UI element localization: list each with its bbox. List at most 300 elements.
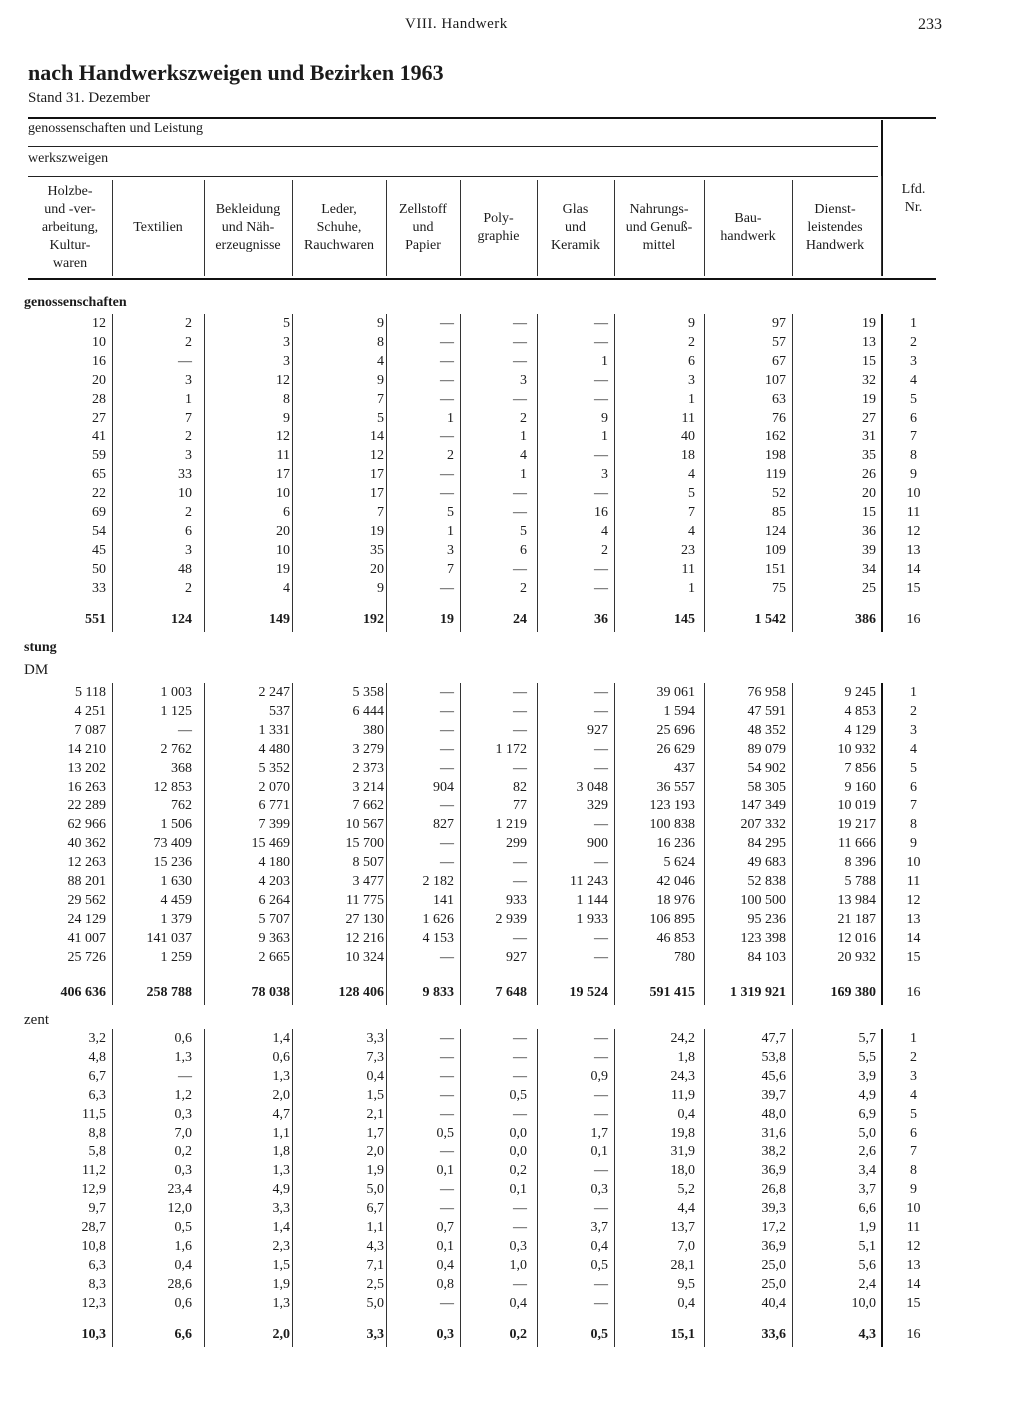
table-cell: 11,9 (671, 1087, 695, 1103)
table-cell: 0,4 (366, 1068, 384, 1084)
table-cell: 8,8 (88, 1125, 106, 1141)
table-cell: 78 038 (251, 985, 290, 1000)
table-cell: 3 (283, 353, 290, 369)
table-row (0, 541, 1024, 560)
table-row (0, 1048, 1024, 1067)
row-number: 1 (910, 685, 917, 700)
table-cell: 5,0 (858, 1125, 876, 1141)
table-cell: 0,6 (272, 1049, 290, 1065)
row-number: 8 (910, 448, 917, 464)
table-cell: 5,0 (366, 1295, 384, 1311)
table-cell: — (594, 1276, 608, 1292)
table-cell: 31,9 (670, 1144, 695, 1160)
table-row (0, 427, 1024, 446)
table-cell: 123 193 (649, 798, 695, 814)
table-cell: 1 933 (576, 911, 608, 927)
table-cell: — (513, 505, 527, 520)
table-cell: 1 379 (160, 911, 192, 927)
table-cell: 1 (601, 353, 608, 369)
table-cell: — (440, 1031, 454, 1046)
table-cell: 192 (363, 612, 384, 627)
table-cell: 368 (171, 760, 192, 776)
table-cell: 904 (433, 779, 454, 795)
table-cell: 0,2 (174, 1144, 192, 1160)
row-number: 14 (906, 930, 921, 946)
table-cell: 0,4 (174, 1257, 192, 1273)
table-cell: 10,8 (81, 1238, 106, 1254)
table-cell: 9,5 (677, 1276, 695, 1292)
table-cell: 3 (447, 542, 454, 558)
table-cell: 0,9 (590, 1068, 608, 1084)
table-cell: 380 (363, 722, 384, 738)
table-cell: 147 349 (740, 798, 786, 814)
table-cell: 207 332 (740, 817, 786, 833)
table-cell: — (513, 316, 527, 331)
table-cell: — (440, 1295, 454, 1311)
table-cell: 59 (92, 448, 106, 464)
table-cell: 2,0 (272, 1327, 290, 1342)
table-cell: 5 (283, 316, 290, 331)
table-cell: 141 037 (146, 930, 192, 946)
table-cell: 15 (862, 353, 876, 369)
table-cell: — (594, 817, 608, 833)
table-cell: 12,9 (81, 1182, 106, 1198)
table-cell: 9 (688, 316, 695, 331)
table-cell: — (594, 372, 608, 388)
row-number: 7 (910, 429, 917, 445)
table-row (0, 1199, 1024, 1218)
table-cell: — (594, 316, 608, 331)
table-cell: — (594, 486, 608, 502)
table-cell: 2 373 (352, 760, 384, 776)
table-cell: — (440, 467, 454, 483)
table-cell: 48 (178, 561, 192, 577)
table-cell: 13 (862, 334, 876, 350)
table-cell: — (594, 930, 608, 946)
table-cell: 19 (862, 391, 876, 407)
table-cell: 6 (520, 542, 527, 558)
table-cell: 1 003 (160, 685, 192, 700)
row-number: 15 (906, 1295, 921, 1311)
table-cell: 8,3 (88, 1276, 106, 1292)
row-number: 12 (906, 892, 921, 908)
table-row (0, 446, 1024, 465)
table-cell: — (594, 703, 608, 719)
row-number: 2 (910, 703, 917, 719)
table-cell: 4,3 (858, 1327, 876, 1342)
table-cell: 128 406 (338, 985, 384, 1000)
table-cell: 100 838 (649, 817, 695, 833)
page-subtitle: Stand 31. Dezember (28, 90, 151, 106)
table-cell: 42 046 (656, 874, 695, 889)
table-row (0, 702, 1024, 721)
table-cell: 11 (681, 410, 695, 426)
table-cell: — (178, 353, 192, 369)
table-cell: 62 966 (67, 817, 106, 833)
table-cell: — (594, 685, 608, 700)
table-cell: 12 (92, 316, 106, 331)
table-cell: 7 648 (495, 985, 527, 1000)
table-cell: — (594, 391, 608, 407)
table-cell: — (440, 741, 454, 757)
table-cell: 1,8 (677, 1049, 695, 1065)
table-cell: 5,0 (366, 1182, 384, 1198)
table-cell: 18 976 (656, 892, 695, 908)
table-cell: 119 (765, 467, 786, 483)
table-cell: 933 (506, 892, 527, 908)
row-number: 5 (910, 760, 917, 776)
table-cell: 14 210 (67, 741, 106, 757)
table-cell: 6 (283, 505, 290, 520)
row-number: 9 (910, 836, 917, 852)
table-cell: 1 626 (422, 911, 454, 927)
table-cell: 40 (681, 429, 695, 445)
table-cell: 35 (370, 542, 384, 558)
table-cell: 2 939 (495, 911, 527, 927)
row-number: 2 (910, 334, 917, 350)
table-cell: 1,9 (272, 1276, 290, 1292)
table-cell: — (440, 722, 454, 738)
column-header (386, 178, 460, 278)
table-cell: 3,7 (858, 1182, 876, 1198)
row-number: 7 (910, 798, 917, 814)
table-cell: 46 853 (656, 930, 695, 946)
table-cell: 16 (92, 353, 106, 369)
table-cell: 2 762 (160, 741, 192, 757)
table-cell: 1 (185, 391, 192, 407)
table-cell: — (440, 1049, 454, 1065)
table-cell: 169 380 (830, 985, 876, 1000)
table-cell: 54 902 (747, 760, 786, 776)
table-cell: — (440, 1087, 454, 1103)
table-row (0, 740, 1024, 759)
column-header-label: Holzbe- und -ver- arbeitung, Kultur- waren (41, 184, 99, 271)
table-cell: 0,5 (436, 1125, 454, 1141)
table-cell: 10 019 (837, 798, 876, 814)
table-cell: 2,4 (858, 1276, 876, 1292)
table-cell: — (513, 930, 527, 946)
table-cell: 3 (283, 334, 290, 350)
row-number: 4 (910, 1087, 917, 1103)
table-cell: 39 (862, 542, 876, 558)
table-cell: — (513, 1276, 527, 1292)
table-cell: 4 480 (258, 741, 290, 757)
table-cell: 8 (377, 334, 384, 350)
table-cell: 19 (440, 612, 454, 627)
total-row (0, 610, 1024, 629)
table-cell: 2,3 (272, 1238, 290, 1254)
table-cell: 28,6 (167, 1276, 192, 1292)
table-cell: 0,3 (436, 1327, 454, 1342)
table-cell: 39,3 (761, 1201, 786, 1217)
table-cell: 3 279 (352, 741, 384, 757)
table-cell: 26 629 (656, 741, 695, 757)
column-header-label: Poly- graphie (477, 211, 520, 244)
table-cell: 3,3 (366, 1031, 384, 1046)
table-cell: 9 160 (844, 779, 876, 795)
table-cell: 537 (269, 703, 290, 719)
table-cell: 36 (862, 523, 876, 539)
table-cell: 7,1 (366, 1257, 384, 1273)
table-cell: 2 (185, 580, 192, 596)
table-cell: 0,1 (590, 1144, 608, 1160)
table-cell: 6 771 (258, 798, 290, 814)
table-cell: 34 (862, 561, 876, 577)
table-cell: — (440, 836, 454, 852)
table-cell: 5 (377, 410, 384, 426)
table-cell: 107 (765, 372, 786, 388)
table-cell: 2 (447, 448, 454, 464)
column-header (28, 178, 112, 278)
table-cell: 2,0 (366, 1144, 384, 1160)
table-cell: 36 557 (656, 779, 695, 795)
table-cell: 9 (377, 372, 384, 388)
column-header-label: Bekleidung und Näh- erzeugnisse (215, 202, 281, 253)
table-cell: 2 (185, 334, 192, 350)
table-cell: 5 358 (352, 685, 384, 700)
table-cell: 11 (276, 448, 290, 464)
column-header (537, 178, 614, 278)
table-cell: — (594, 1106, 608, 1122)
table-row (0, 1180, 1024, 1199)
column-header (204, 178, 292, 278)
table-cell: 24 129 (67, 911, 106, 927)
table-cell: 23 (681, 542, 695, 558)
table-cell: 40,4 (761, 1295, 786, 1311)
table-cell: 58 305 (747, 779, 786, 795)
table-cell: 35 (862, 448, 876, 464)
table-row (0, 1086, 1024, 1105)
table-cell: — (440, 372, 454, 388)
table-cell: 19 (276, 561, 290, 577)
table-cell: 3 (688, 372, 695, 388)
table-cell: 25 (862, 580, 876, 596)
table-cell: 20 (276, 523, 290, 539)
table-row (0, 522, 1024, 541)
table-cell: 1 630 (160, 874, 192, 889)
table-cell: 10 (178, 486, 192, 502)
column-header-label: Glas und Keramik (551, 202, 600, 253)
table-cell: 33 (178, 467, 192, 483)
rule-line (28, 176, 878, 177)
table-cell: 437 (674, 760, 695, 776)
table-cell: 24,3 (670, 1068, 695, 1084)
table-cell: 20 932 (837, 949, 876, 965)
table-cell: 49 683 (747, 855, 786, 871)
table-cell: 76 (772, 410, 786, 426)
table-cell: 6,7 (366, 1201, 384, 1217)
table-cell: 20 (92, 372, 106, 388)
table-cell: 927 (506, 949, 527, 965)
table-cell: 780 (674, 949, 695, 965)
table-cell: 386 (855, 612, 876, 627)
table-row (0, 409, 1024, 428)
table-cell: 12 216 (345, 930, 384, 946)
table-cell: 4 (601, 523, 608, 539)
table-cell: 6 (185, 523, 192, 539)
table-cell: 9 833 (422, 985, 454, 1000)
table-cell: 1,7 (590, 1125, 608, 1141)
table-cell: — (513, 561, 527, 577)
row-number: 15 (906, 580, 921, 596)
table-cell: 16 236 (656, 836, 695, 852)
table-cell: 7,0 (174, 1125, 192, 1141)
table-cell: 6 444 (352, 703, 384, 719)
table-cell: — (594, 561, 608, 577)
table-row (0, 796, 1024, 815)
table-cell: 53,8 (761, 1049, 786, 1065)
table-row (0, 834, 1024, 853)
table-cell: 25 696 (656, 722, 695, 738)
table-cell: — (594, 949, 608, 965)
table-cell: 22 289 (67, 798, 106, 814)
table-cell: 762 (171, 798, 192, 814)
row-number: 9 (910, 1182, 917, 1198)
table-cell: 1 319 921 (730, 985, 786, 1000)
table-cell: 5,6 (858, 1257, 876, 1273)
table-cell: 24 (513, 612, 527, 627)
table-cell: 65 (92, 467, 106, 483)
table-cell: 927 (587, 722, 608, 738)
table-row (0, 352, 1024, 371)
table-cell: 7 399 (258, 817, 290, 833)
table-cell: 1 (447, 410, 454, 426)
table-cell: 106 895 (649, 911, 695, 927)
table-row (0, 872, 1024, 891)
table-cell: 1 331 (258, 722, 290, 738)
table-cell: 15 469 (251, 836, 290, 852)
table-cell: 1,2 (174, 1087, 192, 1103)
table-row (0, 1105, 1024, 1124)
table-cell: 11 666 (838, 836, 876, 852)
table-cell: — (513, 486, 527, 502)
table-cell: 1 219 (495, 817, 527, 833)
table-cell: 33,6 (761, 1327, 786, 1342)
table-cell: — (594, 855, 608, 871)
table-cell: 1,1 (272, 1125, 290, 1141)
table-cell: 11,5 (82, 1106, 106, 1122)
table-cell: 12,3 (81, 1295, 106, 1311)
table-row (0, 853, 1024, 872)
table-row (0, 503, 1024, 522)
table-cell: 41 (92, 429, 106, 445)
table-cell: — (513, 1201, 527, 1217)
table-cell: 88 201 (67, 874, 106, 889)
table-cell: 4,9 (858, 1087, 876, 1103)
table-cell: 7 (185, 410, 192, 426)
table-cell: 3 (185, 448, 192, 464)
table-cell: 48 352 (747, 722, 786, 738)
table-cell: 28,7 (81, 1220, 106, 1235)
table-cell: 75 (772, 580, 786, 596)
table-cell: — (513, 1106, 527, 1122)
table-cell: 21 187 (837, 911, 876, 927)
table-cell: 17,2 (761, 1220, 786, 1235)
table-cell: 3 048 (576, 779, 608, 795)
row-number: 3 (910, 1068, 917, 1084)
table-cell: 3,9 (858, 1068, 876, 1084)
table-row (0, 1067, 1024, 1086)
table-cell: — (440, 391, 454, 407)
table-cell: 5,1 (858, 1238, 876, 1254)
table-cell: 162 (765, 429, 786, 445)
row-number: 7 (910, 1144, 917, 1160)
table-cell: 0,8 (436, 1276, 454, 1292)
table-cell: 27 (862, 410, 876, 426)
table-cell: 151 (765, 561, 786, 577)
table-cell: 10 567 (345, 817, 384, 833)
table-cell: 17 (370, 467, 384, 483)
table-cell: 1,9 (366, 1163, 384, 1179)
table-cell: 1 144 (576, 892, 608, 908)
rule-line (28, 117, 936, 119)
table-cell: — (594, 1049, 608, 1065)
table-cell: — (513, 1031, 527, 1046)
table-cell: — (178, 1068, 192, 1084)
table-row (0, 721, 1024, 740)
table-cell: 1 (447, 523, 454, 539)
table-cell: 10 (92, 334, 106, 350)
table-cell: 7,3 (366, 1049, 384, 1065)
column-header (792, 178, 878, 278)
table-row (0, 1218, 1024, 1237)
table-cell: 12 016 (837, 930, 876, 946)
table-cell: 39,7 (761, 1087, 786, 1103)
table-cell: — (440, 580, 454, 596)
rule-line (28, 278, 936, 280)
table-cell: 4 459 (160, 892, 192, 908)
table-cell: 109 (765, 542, 786, 558)
table-cell: 1,5 (272, 1257, 290, 1273)
table-cell: 5,5 (858, 1049, 876, 1065)
table-cell: 27 (92, 410, 106, 426)
table-cell: 13,7 (670, 1220, 695, 1235)
table-cell: 5 (688, 486, 695, 502)
table-cell: 45 (92, 542, 106, 558)
table-cell: 0,2 (509, 1163, 527, 1179)
table-cell: 7 (377, 391, 384, 407)
table-cell: 47 591 (747, 703, 786, 719)
table-cell: 5 624 (663, 855, 695, 871)
table-cell: 2 (601, 542, 608, 558)
table-cell: 17 (370, 486, 384, 502)
table-cell: 551 (85, 612, 106, 627)
table-cell: 1,6 (174, 1238, 192, 1254)
table-cell: 20 (862, 486, 876, 502)
table-cell: 17 (276, 467, 290, 483)
table-cell: 0,3 (509, 1238, 527, 1254)
table-cell: 84 295 (747, 836, 786, 852)
table-cell: 0,5 (590, 1257, 608, 1273)
table-cell: — (594, 1031, 608, 1046)
table-cell: 1,5 (366, 1087, 384, 1103)
section-label: VIII. Handwerk (405, 16, 508, 32)
table-cell: 1 (520, 467, 527, 483)
row-number: 4 (910, 741, 917, 757)
table-cell: 2 (185, 505, 192, 520)
row-number: 6 (910, 410, 917, 426)
lfd-nr-label: Lfd. Nr. (901, 182, 926, 215)
table-cell: 25 726 (67, 949, 106, 965)
row-number: 5 (910, 1106, 917, 1122)
table-row (0, 579, 1024, 598)
table-cell: 69 (92, 505, 106, 520)
table-cell: 2 (520, 580, 527, 596)
table-cell: 13 202 (67, 760, 106, 776)
table-cell: — (440, 1068, 454, 1084)
table-cell: 63 (772, 391, 786, 407)
row-number: 15 (906, 949, 921, 965)
